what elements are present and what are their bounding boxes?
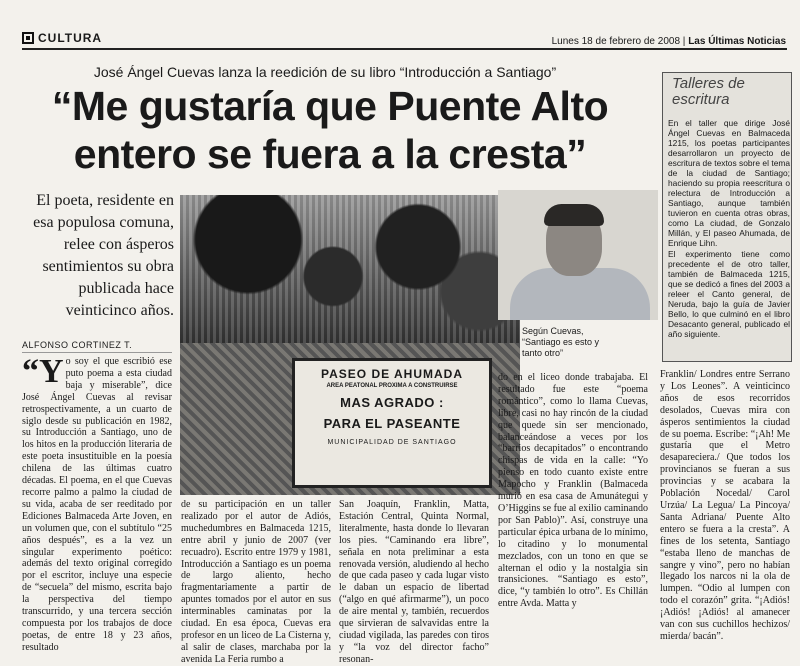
date-text: Lunes 18 de febrero de 2008 [551,36,681,47]
sidebar-paragraph-2: El experimento tiene como precedente el de otro taller, también de Balmaceda 1215, que se dedicó a fines del 2003 a releer el Canto general, de Neruda, bajo la guía de Javier Bello, lo que culminó en el libro Desacanto general, publicado el año siguiente. [668,249,790,339]
column-5-text: Franklin/ Londres entre Serrano y Los Leones”. A veinticinco años de esos recorridos desolados, Cuevas mira con ásperos sentimientos la ciudad de su poema. Escribe: “¡Ah! Me gustaría que el Metro desapareciera./ Que todos los provincianos se fueran a sus provincias y se acabara la Población Nocedal/ Carol Urzúa/ La Legua/ La Pincoya/ Santa Adriana/ Puente Alto entero se fuera a la cresta”. A fines de los setenta, Santiago “estaba lleno de manchas de sangre y vino”, pero no habían llegado los narcos ni la ola de lumpen. “Odio al lumpen con todo el corazón” grita. “¡Adiós! ¡Adiós! ¡Adiós! al amanecer van con sus cuchillos hechizos/ mierda/ bacán”. [660,369,790,642]
headline-line-2: entero se fuera a la cresta” [73,131,587,177]
sign-line-1: MAS AGRADO : [340,395,444,410]
street-sign [292,358,492,488]
headline [20,82,640,178]
body-column-2 [181,499,331,666]
column-1-text: o soy el que escribió ese puto poema a esta ciudad baja y miserable”, dice José Ángel Cuevas al revisar retrospectivamente, a un cuarto de siglo desde su publicación en 1982, su Introducción a Santiago, uno de los hitos en la producción literaria de este poeta insustituible en la poesía chilena de las últimas cuatro décadas. El poema, en el que Cuevas recorre palmo a palmo la ciudad de su vida, acaba de ser reeditado por Ediciones Balmaceda Arte Joven, en un volumen que, con el subtítulo “25 años después”, es a la vez un singular experimento poético: además del texto original corregido por el escritor, incluye una especie de “secuela” del mismo, escrita bajo la perspectiva del tiempo transcurrido, y una tercera sección compuesta por los trabajos de doce poetas, de entre 18 y 23 años, resultado [22,356,172,653]
author-photo-caption: Según Cuevas, “Santiago es esto y tanto otro” [522,326,600,358]
street-sign-photo [180,343,520,495]
sign-subtitle: AREA PEATONAL PROXIMA A CONSTRUIRSE [326,383,458,389]
column-3-text: San Joaquín, Franklin, Matta, Estación Central, Quinta Normal, literalmente, hasta donde lo llevaran los pies. “Caminando era libre”, señala en nota preliminar a esta renovada versión, aludiendo al hecho de que cada paseo y cada lugar visto le daban un espacio de libertad (“algo en qué afirmarme”), un poco de aire mental y, también, recuerdos que sirvieran de salvavidas entre la ciudad vigilada, las paredes con tiros y “la voz del director facho” resonan- [339,499,489,665]
section-logo-icon [22,32,34,44]
section-label: CULTURA [38,31,103,45]
kicker: José Ángel Cuevas lanza la reedición de su libro “Introducción a Santiago” [93,64,557,80]
column-4-text: do en el liceo donde trabajaba. El resultado fue este “poema romántico”, como lo llama Cuevas, libre, casi no hay rincón de la ciudad que quede sin ser mencionado, balanceándose a veces por los “barrios decapitados” o encontrando chispas de vida en la calle: “Yo pienso en todo cuanto existe entre Mapocho y Franklin (Balmaceda murió en esa casa de Amunátegui y O’Higgins se fue al exilio caminando por San Pablo)”. Así, construye una particular épica urbana de lo mínimo, lo citadino y lo monumental mezclados, con un tono en que se alternan el odio y la nostalgia sin transiciones. “Santiago es esto”, dice, “y también lo otro”. Es Chillán entre Avda. Matta y [498,372,648,610]
sign-footer: MUNICIPALIDAD DE SANTIAGO [327,439,457,446]
column-2-text: de su participación en un taller realizado por el autor de Adiós, muchedumbres en Balmaceda 1215, entre abril y junio de 2007 (ver recuadro). Escrito entre 1979 y 1981, Introducción a Santiago es un poema de largo aliento, hecho fragmentariamente a partir de apuntes tomados por el autor en sus interminables caminatas por la ciudad. En esa época, Cuevas era profesor en un liceo de La Cisterna y, al salir de clases, marchaba por la avenida La Feria rumbo a [181,499,331,665]
lead-paragraph: El poeta, residente en esa populosa comuna, relee con ásperos sentimientos su obra publicada hace veinticinco años. [33,192,174,319]
drop-cap: “Y [22,353,64,390]
publication-name: Las Últimas Noticias [688,36,786,47]
header-rule [22,48,787,50]
body-column-3 [339,499,489,666]
author-hair [544,204,604,226]
dateline: Lunes 18 de febrero de 2008 | Las Últimas Noticias [551,36,786,47]
sidebar-paragraph-1: En el taller que dirige José Ángel Cuevas en Balmaceda 1215, los poetas participantes desarrollaron un proyecto de escritura de textos sobre el tema de la ciudad de Santiago; haciendo su propia reescritura o relectura de Introducción a Santiago, aunque también tuvieron en cuenta otras obras, como La ciudad, de Gonzalo Millán, y El paseo Ahumada, de Enrique Lihn. [668,118,790,248]
body-column-5 [660,369,790,643]
byline: ALFONSO CORTINEZ T. [22,340,172,353]
street-crowd-photo [180,195,520,343]
body-column-1 [22,353,172,654]
body-column-4 [498,372,648,610]
section-header [22,31,132,45]
sign-line-2: PARA EL PASEANTE [323,416,461,431]
author-photo [498,190,658,320]
photo-halftone [180,195,520,343]
sign-title: PASEO DE AHUMADA [320,367,463,381]
sidebar-title: Talleres de escritura [672,75,745,108]
sidebar-body [668,118,790,340]
headline-line-1: “Me gustaría que Puente Alto [51,83,609,129]
